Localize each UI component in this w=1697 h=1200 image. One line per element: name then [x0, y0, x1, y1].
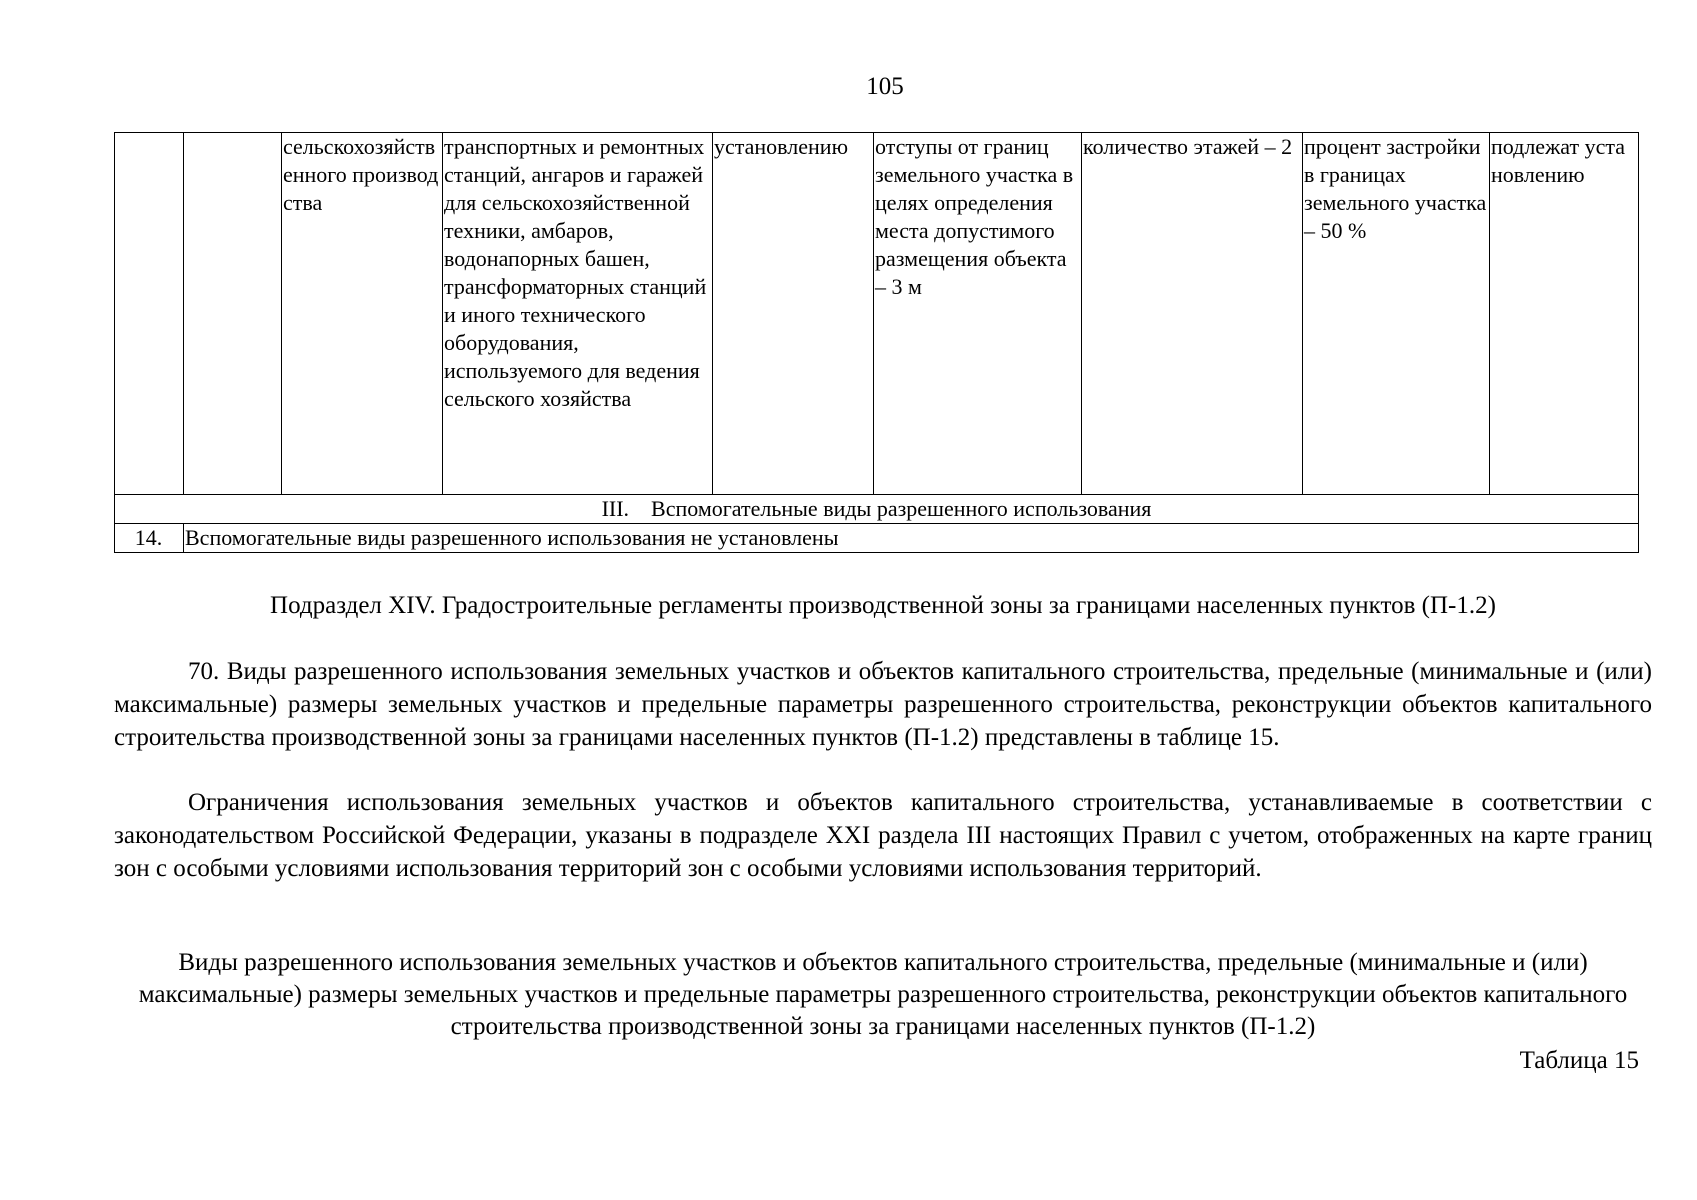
table-cell: сельскохозяйственного производства — [282, 133, 443, 495]
table-cell: количество этажей – 2 — [1082, 133, 1303, 495]
table-label: Таблица 15 — [1519, 1047, 1639, 1074]
table-section-row — [115, 495, 1639, 524]
row-number: 14. — [115, 524, 184, 553]
table-caption: Виды разрешенного использования земельных участков и объектов капитального строительства, предельные (минимальные и (или) максимальные) размеры земельных участков и предельные параметры разрешенного строительства, реконструкции объектов капитального строительства производственной зоны за границами населенных пунктов (П-1.2) — [138, 949, 1628, 1040]
table-cell: подлежат установлению — [1490, 133, 1639, 495]
subsection-heading: Подраздел XIV. Градостроительные регламенты производственной зоны за границами населенных пунктов (П-1.2) — [270, 592, 1496, 619]
table-cell: установлению — [713, 133, 874, 495]
table-cell — [184, 133, 282, 495]
table-row — [115, 133, 1639, 495]
paragraph: 70. Виды разрешенного использования земельных участков и объектов капитального строительства, предельные (минимальные и (или) максимальные) размеры земельных участков и предельные параметры разрешенного строительства, реконструкции объектов капитального строительства производственной зоны за границами населенных пунктов (П-1.2) представлены в таблице 15. — [114, 658, 1652, 751]
regulations-table — [114, 132, 1639, 553]
table-cell: отступы от границ земельного участка в целях определения места допустимого размещения объекта – 3 м — [874, 133, 1082, 495]
paragraph: Ограничения использования земельных участков и объектов капитального строительства, устанавливаемые в соответствии с законодательством Российской Федерации, указаны в подразделе XXI раздела III настоящих Правил с учетом, отображенных на карте границ зон с особыми условиями использования территорий зон с особыми условиями использования территорий. — [114, 789, 1652, 882]
table-cell: процент застройки в границах земельного участка – 50 % — [1303, 133, 1490, 495]
section-heading: III. Вспомогательные виды разрешенного использования — [115, 495, 1639, 524]
page-number: 105 — [866, 73, 904, 100]
table-cell: Вспомогательные виды разрешенного использования не установлены — [184, 524, 1639, 553]
table-row — [115, 524, 1639, 553]
table-cell: транспортных и ремонтных станций, ангаров и гаражей для сельскохозяйственной техники, амбаров, водонапорных башен, трансформаторных станций и иного технического оборудования, используемого для ведения сельского хозяйства — [443, 133, 713, 495]
table-cell — [115, 133, 184, 495]
